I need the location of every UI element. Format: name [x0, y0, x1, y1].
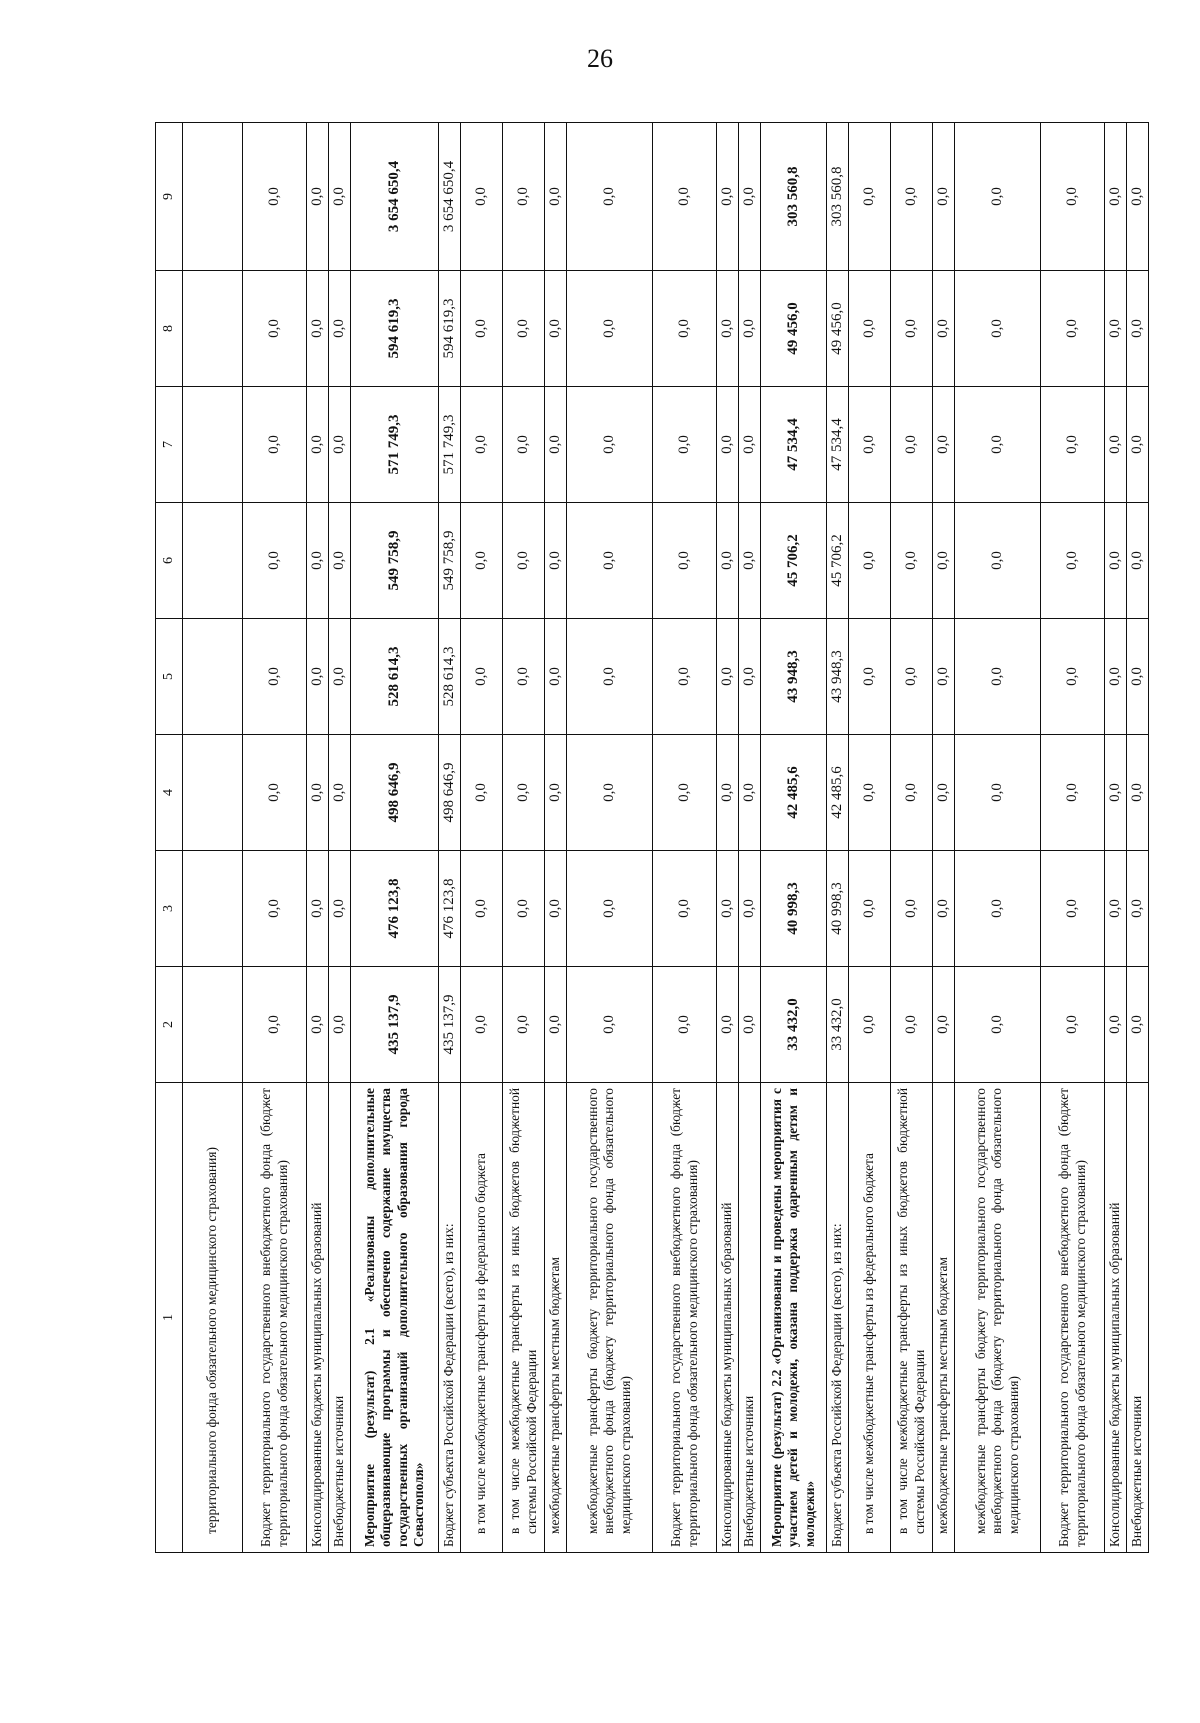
value-cell: 0,0 — [891, 271, 933, 387]
row-label: Мероприятие (результат) 2.1 «Реализованы дополнительные общеразвивающие программы и обеспечено содержание имущества государственных организаций дополнительного образования города Севастополя» — [351, 1083, 439, 1553]
value-cell: 0,0 — [1041, 967, 1105, 1083]
value-cell: 0,0 — [461, 619, 503, 735]
value-cell: 0,0 — [653, 503, 717, 619]
value-cell: 0,0 — [955, 387, 1041, 503]
value-cell: 0,0 — [1041, 735, 1105, 851]
value-cell: 0,0 — [849, 619, 891, 735]
value-cell: 0,0 — [955, 735, 1041, 851]
value-cell: 0,0 — [461, 387, 503, 503]
value-cell: 0,0 — [653, 387, 717, 503]
value-cell: 0,0 — [1041, 271, 1105, 387]
value-cell: 0,0 — [503, 967, 545, 1083]
value-cell: 0,0 — [891, 387, 933, 503]
value-cell: 47 534,4 — [761, 387, 827, 503]
value-cell — [183, 851, 243, 967]
value-cell: 0,0 — [1127, 503, 1149, 619]
value-cell: 571 749,3 — [439, 387, 461, 503]
value-cell: 42 485,6 — [827, 735, 849, 851]
value-cell: 0,0 — [243, 851, 307, 967]
column-header: 3 — [156, 851, 183, 967]
value-cell: 49 456,0 — [761, 271, 827, 387]
table-row — [329, 123, 351, 1553]
value-cell: 0,0 — [849, 851, 891, 967]
value-cell: 0,0 — [243, 271, 307, 387]
value-cell: 0,0 — [891, 851, 933, 967]
header-row — [156, 123, 183, 1553]
value-cell: 0,0 — [329, 503, 351, 619]
row-label: межбюджетные трансферты бюджету территориального государственного внебюджетного фонда (бюджету территориального фонда обязательного медицинского страхования) — [567, 1083, 653, 1553]
value-cell: 33 432,0 — [827, 967, 849, 1083]
row-label: Консолидированные бюджеты муниципальных образований — [307, 1083, 329, 1553]
table-row — [933, 123, 955, 1553]
value-cell — [183, 503, 243, 619]
column-header: 5 — [156, 619, 183, 735]
table-row — [351, 123, 439, 1553]
table-row — [891, 123, 933, 1553]
value-cell: 0,0 — [567, 503, 653, 619]
value-cell: 0,0 — [243, 967, 307, 1083]
value-cell: 33 432,0 — [761, 967, 827, 1083]
table-row — [849, 123, 891, 1553]
value-cell: 0,0 — [653, 735, 717, 851]
value-cell: 0,0 — [891, 735, 933, 851]
value-cell: 435 137,9 — [351, 967, 439, 1083]
value-cell: 0,0 — [717, 967, 739, 1083]
value-cell: 528 614,3 — [439, 619, 461, 735]
value-cell: 0,0 — [503, 123, 545, 271]
value-cell: 0,0 — [955, 503, 1041, 619]
row-label: Бюджет субъекта Российской Федерации (всего), из них: — [827, 1083, 849, 1553]
value-cell: 435 137,9 — [439, 967, 461, 1083]
column-header: 7 — [156, 387, 183, 503]
row-label: межбюджетные трансферты местным бюджетам — [545, 1083, 567, 1553]
value-cell: 0,0 — [503, 735, 545, 851]
value-cell: 0,0 — [717, 503, 739, 619]
value-cell: 0,0 — [739, 123, 761, 271]
value-cell: 43 948,3 — [827, 619, 849, 735]
value-cell: 594 619,3 — [351, 271, 439, 387]
value-cell: 303 560,8 — [827, 123, 849, 271]
value-cell: 0,0 — [307, 851, 329, 967]
value-cell: 0,0 — [891, 123, 933, 271]
value-cell: 0,0 — [567, 619, 653, 735]
value-cell: 0,0 — [545, 503, 567, 619]
value-cell: 0,0 — [933, 387, 955, 503]
value-cell: 0,0 — [307, 123, 329, 271]
value-cell: 0,0 — [849, 503, 891, 619]
value-cell: 0,0 — [307, 271, 329, 387]
value-cell: 0,0 — [1105, 619, 1127, 735]
value-cell: 0,0 — [567, 123, 653, 271]
value-cell: 0,0 — [461, 123, 503, 271]
table-row — [955, 123, 1041, 1553]
table-row — [717, 123, 739, 1553]
value-cell: 0,0 — [933, 967, 955, 1083]
row-label: Бюджет территориального государственного внебюджетного фонда (бюджет территориального фонда обязательного медицинского страхования) — [653, 1083, 717, 1553]
table-row — [503, 123, 545, 1553]
value-cell: 0,0 — [545, 851, 567, 967]
value-cell: 0,0 — [329, 271, 351, 387]
page-number: 26 — [587, 44, 613, 73]
value-cell: 0,0 — [1105, 503, 1127, 619]
value-cell: 0,0 — [955, 619, 1041, 735]
value-cell: 0,0 — [1105, 967, 1127, 1083]
value-cell — [183, 735, 243, 851]
column-header: 1 — [156, 1083, 183, 1553]
value-cell: 42 485,6 — [761, 735, 827, 851]
value-cell: 0,0 — [717, 387, 739, 503]
row-label: Бюджет территориального государственного внебюджетного фонда (бюджет территориального фонда обязательного медицинского страхования) — [243, 1083, 307, 1553]
value-cell: 498 646,9 — [351, 735, 439, 851]
rotated-table-container — [155, 123, 1145, 1553]
value-cell: 0,0 — [739, 967, 761, 1083]
row-label: Мероприятие (результат) 2.2 «Организованы и проведены мероприятия с участием детей и молодежи, оказана поддержка одаренным детям и молодежи» — [761, 1083, 827, 1553]
value-cell — [183, 619, 243, 735]
value-cell: 549 758,9 — [439, 503, 461, 619]
row-label: в том числе межбюджетные трансферты из иных бюджетов бюджетной системы Российской Федерации — [891, 1083, 933, 1553]
value-cell: 0,0 — [653, 967, 717, 1083]
value-cell: 0,0 — [307, 387, 329, 503]
table-row — [827, 123, 849, 1553]
value-cell: 0,0 — [503, 851, 545, 967]
value-cell: 0,0 — [503, 503, 545, 619]
value-cell: 0,0 — [1127, 123, 1149, 271]
value-cell: 0,0 — [307, 735, 329, 851]
value-cell: 0,0 — [717, 271, 739, 387]
value-cell: 594 619,3 — [439, 271, 461, 387]
value-cell: 0,0 — [1041, 851, 1105, 967]
value-cell: 0,0 — [717, 851, 739, 967]
table-row — [243, 123, 307, 1553]
value-cell: 0,0 — [739, 735, 761, 851]
value-cell: 0,0 — [243, 387, 307, 503]
row-label: Внебюджетные источники — [1127, 1083, 1149, 1553]
value-cell: 0,0 — [1127, 387, 1149, 503]
value-cell: 0,0 — [461, 271, 503, 387]
table-row — [461, 123, 503, 1553]
value-cell: 0,0 — [243, 503, 307, 619]
value-cell: 0,0 — [955, 271, 1041, 387]
value-cell: 0,0 — [849, 123, 891, 271]
value-cell: 0,0 — [503, 387, 545, 503]
row-label: межбюджетные трансферты местным бюджетам — [933, 1083, 955, 1553]
value-cell: 40 998,3 — [827, 851, 849, 967]
value-cell: 0,0 — [849, 387, 891, 503]
row-label: в том числе межбюджетные трансферты из иных бюджетов бюджетной системы Российской Федерации — [503, 1083, 545, 1553]
value-cell — [183, 123, 243, 271]
value-cell: 0,0 — [717, 123, 739, 271]
value-cell: 0,0 — [933, 851, 955, 967]
value-cell: 0,0 — [329, 851, 351, 967]
value-cell: 0,0 — [717, 735, 739, 851]
value-cell: 0,0 — [739, 271, 761, 387]
value-cell: 3 654 650,4 — [439, 123, 461, 271]
row-label: Консолидированные бюджеты муниципальных образований — [717, 1083, 739, 1553]
value-cell: 0,0 — [307, 619, 329, 735]
value-cell: 571 749,3 — [351, 387, 439, 503]
row-label: Бюджет территориального государственного внебюджетного фонда (бюджет территориального фонда обязательного медицинского страхования) — [1041, 1083, 1105, 1553]
value-cell: 0,0 — [955, 967, 1041, 1083]
value-cell: 0,0 — [739, 619, 761, 735]
value-cell: 0,0 — [933, 123, 955, 271]
value-cell: 0,0 — [891, 619, 933, 735]
value-cell: 0,0 — [329, 387, 351, 503]
value-cell: 0,0 — [1127, 619, 1149, 735]
table-row — [1041, 123, 1105, 1553]
table-row — [1105, 123, 1127, 1553]
value-cell: 0,0 — [849, 967, 891, 1083]
value-cell: 528 614,3 — [351, 619, 439, 735]
row-label: Консолидированные бюджеты муниципальных образований — [1105, 1083, 1127, 1553]
value-cell: 0,0 — [933, 503, 955, 619]
value-cell: 0,0 — [545, 735, 567, 851]
value-cell: 3 654 650,4 — [351, 123, 439, 271]
value-cell: 498 646,9 — [439, 735, 461, 851]
value-cell: 0,0 — [1105, 735, 1127, 851]
value-cell: 0,0 — [329, 735, 351, 851]
value-cell: 0,0 — [739, 387, 761, 503]
value-cell: 0,0 — [503, 271, 545, 387]
value-cell: 0,0 — [567, 851, 653, 967]
budget-table — [155, 122, 1149, 1553]
value-cell: 0,0 — [1105, 123, 1127, 271]
column-header: 6 — [156, 503, 183, 619]
column-header: 9 — [156, 123, 183, 271]
row-label: Внебюджетные источники — [329, 1083, 351, 1553]
column-header: 8 — [156, 271, 183, 387]
value-cell: 45 706,2 — [827, 503, 849, 619]
value-cell: 0,0 — [891, 503, 933, 619]
value-cell: 0,0 — [739, 851, 761, 967]
value-cell: 0,0 — [653, 851, 717, 967]
table-row — [739, 123, 761, 1553]
table-row — [439, 123, 461, 1553]
value-cell: 0,0 — [1127, 271, 1149, 387]
value-cell: 0,0 — [545, 967, 567, 1083]
value-cell: 0,0 — [1105, 387, 1127, 503]
value-cell: 0,0 — [849, 735, 891, 851]
row-label: территориального фонда обязательного медицинского страхования) — [183, 1083, 243, 1553]
value-cell: 476 123,8 — [351, 851, 439, 967]
value-cell: 0,0 — [461, 503, 503, 619]
value-cell: 49 456,0 — [827, 271, 849, 387]
value-cell: 303 560,8 — [761, 123, 827, 271]
table-row — [545, 123, 567, 1553]
value-cell: 0,0 — [1105, 271, 1127, 387]
value-cell: 0,0 — [567, 271, 653, 387]
value-cell: 0,0 — [717, 619, 739, 735]
value-cell: 0,0 — [243, 619, 307, 735]
row-label: межбюджетные трансферты бюджету территориального государственного внебюджетного фонда (бюджету территориального фонда обязательного медицинского страхования) — [955, 1083, 1041, 1553]
value-cell: 0,0 — [329, 967, 351, 1083]
value-cell: 43 948,3 — [761, 619, 827, 735]
value-cell: 0,0 — [461, 851, 503, 967]
value-cell: 0,0 — [567, 735, 653, 851]
value-cell: 0,0 — [243, 735, 307, 851]
value-cell: 0,0 — [545, 619, 567, 735]
row-label: Внебюджетные источники — [739, 1083, 761, 1553]
column-header: 4 — [156, 735, 183, 851]
value-cell: 0,0 — [1127, 735, 1149, 851]
value-cell: 0,0 — [307, 503, 329, 619]
value-cell: 0,0 — [955, 851, 1041, 967]
table-row — [307, 123, 329, 1553]
value-cell: 0,0 — [567, 967, 653, 1083]
value-cell — [183, 387, 243, 503]
value-cell: 0,0 — [329, 123, 351, 271]
value-cell: 0,0 — [653, 271, 717, 387]
value-cell: 0,0 — [1127, 851, 1149, 967]
value-cell: 0,0 — [849, 271, 891, 387]
value-cell: 40 998,3 — [761, 851, 827, 967]
value-cell: 0,0 — [329, 619, 351, 735]
table-body — [183, 123, 1149, 1553]
value-cell: 47 534,4 — [827, 387, 849, 503]
row-label: в том числе межбюджетные трансферты из федерального бюджета — [461, 1083, 503, 1553]
value-cell: 0,0 — [653, 619, 717, 735]
value-cell: 0,0 — [567, 387, 653, 503]
row-label: Бюджет субъекта Российской Федерации (всего), из них: — [439, 1083, 461, 1553]
value-cell: 0,0 — [1105, 851, 1127, 967]
value-cell: 45 706,2 — [761, 503, 827, 619]
row-label: в том числе межбюджетные трансферты из федерального бюджета — [849, 1083, 891, 1553]
value-cell: 0,0 — [1041, 619, 1105, 735]
value-cell — [183, 967, 243, 1083]
value-cell: 0,0 — [653, 123, 717, 271]
table-row — [183, 123, 243, 1553]
value-cell: 0,0 — [933, 271, 955, 387]
table-row — [761, 123, 827, 1553]
value-cell: 0,0 — [461, 735, 503, 851]
value-cell: 0,0 — [545, 123, 567, 271]
value-cell: 0,0 — [503, 619, 545, 735]
value-cell: 549 758,9 — [351, 503, 439, 619]
table-row — [1127, 123, 1149, 1553]
value-cell: 0,0 — [1041, 387, 1105, 503]
column-header: 2 — [156, 967, 183, 1083]
value-cell: 0,0 — [243, 123, 307, 271]
value-cell: 476 123,8 — [439, 851, 461, 967]
value-cell: 0,0 — [1041, 503, 1105, 619]
value-cell: 0,0 — [739, 503, 761, 619]
value-cell: 0,0 — [933, 619, 955, 735]
table-row — [567, 123, 653, 1553]
value-cell: 0,0 — [955, 123, 1041, 271]
value-cell: 0,0 — [1041, 123, 1105, 271]
value-cell: 0,0 — [1127, 967, 1149, 1083]
value-cell: 0,0 — [933, 735, 955, 851]
value-cell: 0,0 — [545, 387, 567, 503]
value-cell: 0,0 — [891, 967, 933, 1083]
value-cell — [183, 271, 243, 387]
value-cell: 0,0 — [461, 967, 503, 1083]
value-cell: 0,0 — [545, 271, 567, 387]
table-row — [653, 123, 717, 1553]
value-cell: 0,0 — [307, 967, 329, 1083]
